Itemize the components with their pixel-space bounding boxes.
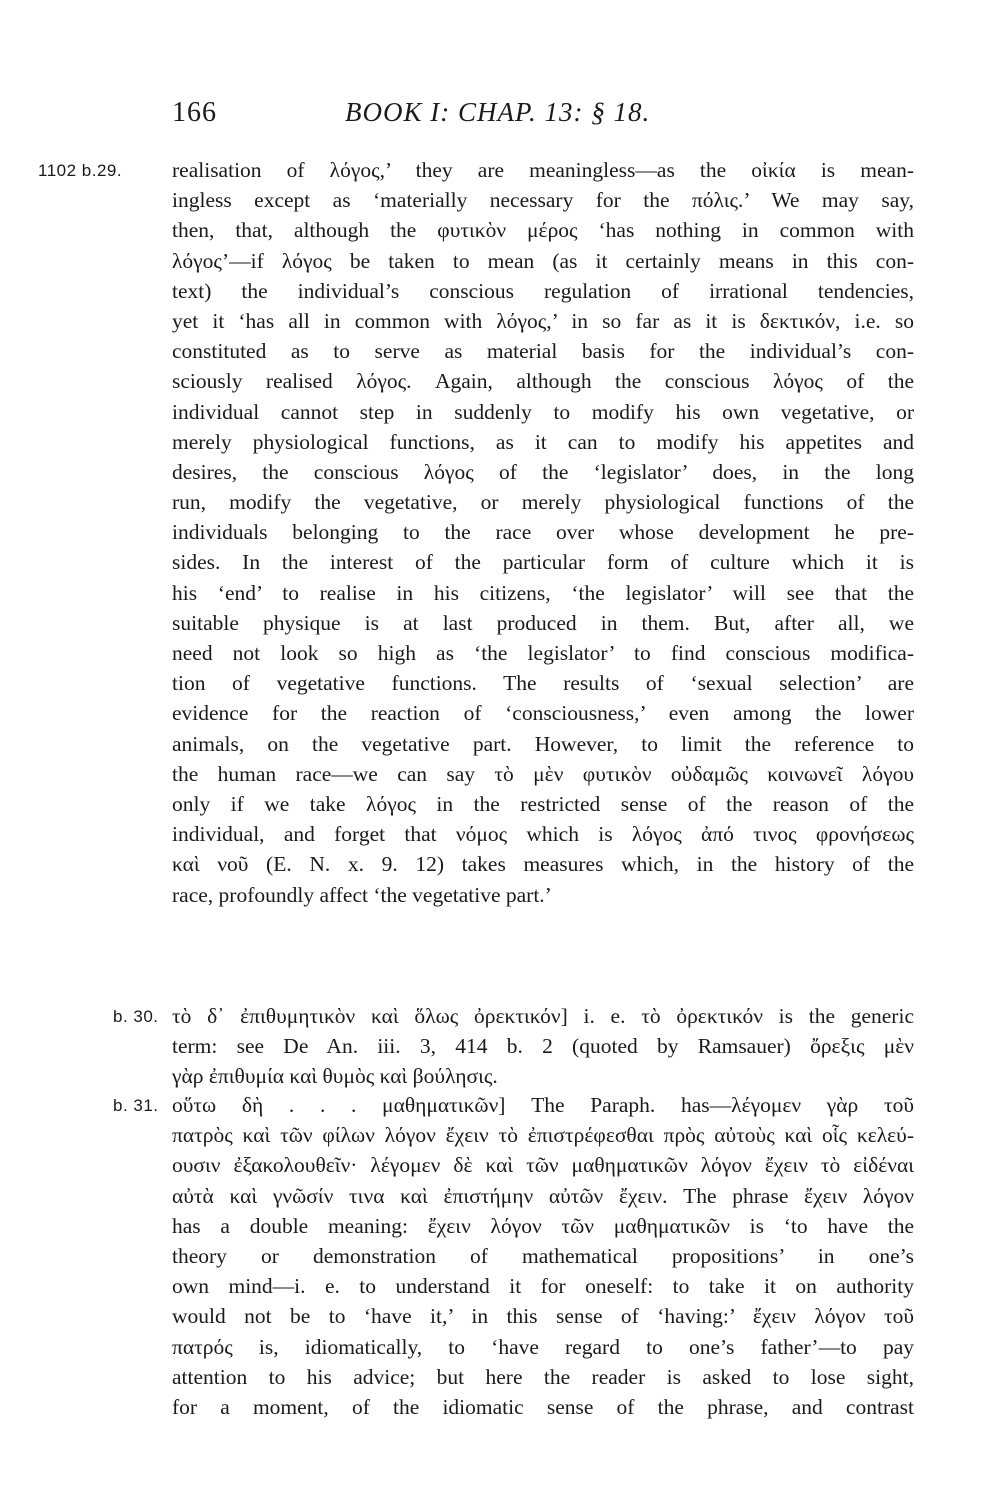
text-line: need not look so high as ‘the legislator’ to find conscious modifica- — [172, 641, 914, 665]
text-line: only if we take λόγος in the restricted sense of the reason of the — [172, 791, 914, 816]
text-line: text) the individual’s conscious regulation of irrational tendencies, — [172, 278, 914, 303]
text-line: καὶ νοῦ (E. N. x. 9. 12) takes measures which, in the history of the — [172, 852, 914, 877]
text-line: evidence for the reaction of ‘consciousness,’ even among the lower — [172, 701, 914, 726]
text-line: desires, the conscious λόγος of the ‘legislator’ does, in the long — [172, 459, 914, 484]
text-line: then, that, although the φυτικὸν μέρος ‘has nothing in common with — [172, 218, 914, 243]
text-line: the human race—we can say τὸ μὲν φυτικὸν οὐδαμῶς κοινωνεῖ λόγου — [172, 761, 914, 786]
text-line: attention to his advice; but here the reader is asked to lose sight, — [172, 1364, 914, 1389]
text-line: merely physiological functions, as it can to modify his appetites and — [172, 429, 914, 454]
text-line: term: see De An. iii. 3, 414 b. 2 (quoted by Ramsauer) ὄρεξις μὲν — [172, 1034, 914, 1059]
text-line: race, profoundly affect ‘the vegetative part.’ — [172, 882, 552, 907]
text-line: αὐτὰ καὶ γνῶσίν τινα καὶ ἐπιστήμην αὐτῶν ἔχειν. The phrase ἔχειν λόγον — [172, 1183, 914, 1208]
text-line: πατρός is, idiomatically, to ‘have regard to one’s father’—to pay — [172, 1334, 914, 1359]
text-line: ουσιν ἐξακολουθεῖν· λέγομεν δὲ καὶ τῶν μαθηματικῶν λόγον ἔχειν τὸ εἰδέναι — [172, 1153, 914, 1178]
note-text — [172, 1001, 914, 1092]
text-line: theory or demonstration of mathematical propositions’ in one’s — [172, 1243, 914, 1268]
text-line: run, modify the vegetative, or merely physiological functions of the — [172, 490, 914, 515]
page-number: 166 — [172, 97, 217, 128]
text-line: πατρὸς καὶ τῶν φίλων λόγον ἔχειν τὸ ἐπιστρέφεσθαι πρὸς αὐτοὺς καὶ οἷς κελεύ- — [172, 1123, 914, 1148]
line-reference: 1102 b.29. — [38, 161, 123, 180]
text-line: suitable physique is at last produced in them. But, after all, we — [172, 610, 914, 635]
text-line: τὸ δ᾽ ἐπιθυμητικὸν καὶ ὅλως ὀρεκτικόν] i. e. τὸ ὀρεκτικόν is the generic — [172, 1004, 914, 1028]
note-text — [172, 1090, 914, 1422]
text-line: individuals belonging to the race over whose development he pre- — [172, 520, 914, 545]
text-line: would not be to ‘have it,’ in this sense of ‘having:’ ἔχειν λόγον τοῦ — [172, 1304, 914, 1329]
note-text — [172, 155, 914, 910]
text-line: his ‘end’ to realise in his citizens, ‘the legislator’ will see that the — [172, 580, 914, 605]
text-line: for a moment, of the idiomatic sense of the phrase, and contrast — [172, 1394, 914, 1419]
text-line: οὕτω δὴ . . . μαθηματικῶν] The Paraph. has—λέγομεν γὰρ τοῦ — [172, 1093, 914, 1117]
text-line: sciously realised λόγος. Again, although the conscious λόγος of the — [172, 369, 914, 394]
text-line: λόγος’—if λόγος be taken to mean (as it certainly means in this con- — [172, 248, 914, 273]
text-line: individual cannot step in suddenly to modify his own vegetative, or — [172, 399, 914, 424]
line-reference: b. 30. — [113, 1007, 159, 1026]
text-line: own mind—i. e. to understand it for oneself: to take it on authority — [172, 1274, 914, 1299]
text-line: tion of vegetative functions. The results of ‘sexual selection’ are — [172, 671, 914, 696]
text-line: animals, on the vegetative part. However, to limit the reference to — [172, 731, 914, 756]
running-title: BOOK I: CHAP. 13: § 18. — [345, 97, 651, 127]
text-line: constituted as to serve as material basis for the individual’s con- — [172, 339, 914, 364]
line-reference: b. 31. — [113, 1096, 159, 1115]
text-line: sides. In the interest of the particular form of culture which it is — [172, 550, 914, 575]
text-line: yet it ‘has all in common with λόγος,’ in so far as it is δεκτικόν, i.e. so — [172, 308, 914, 333]
text-line: realisation of λόγος,’ they are meaningless—as the οἰκία is mean- — [172, 158, 914, 182]
text-line: has a double meaning: ἔχειν λόγον τῶν μαθηματικῶν is ‘to have the — [172, 1213, 914, 1238]
text-line: individual, and forget that νόμος which is λόγος ἀπό τινος φρονήσεως — [172, 822, 914, 847]
text-line: ingless except as ‘materially necessary for the πόλις.’ We may say, — [172, 188, 914, 213]
running-head — [0, 97, 1000, 137]
text-line: γὰρ ἐπιθυμία καὶ θυμὸς καὶ βούλησις. — [172, 1064, 498, 1089]
